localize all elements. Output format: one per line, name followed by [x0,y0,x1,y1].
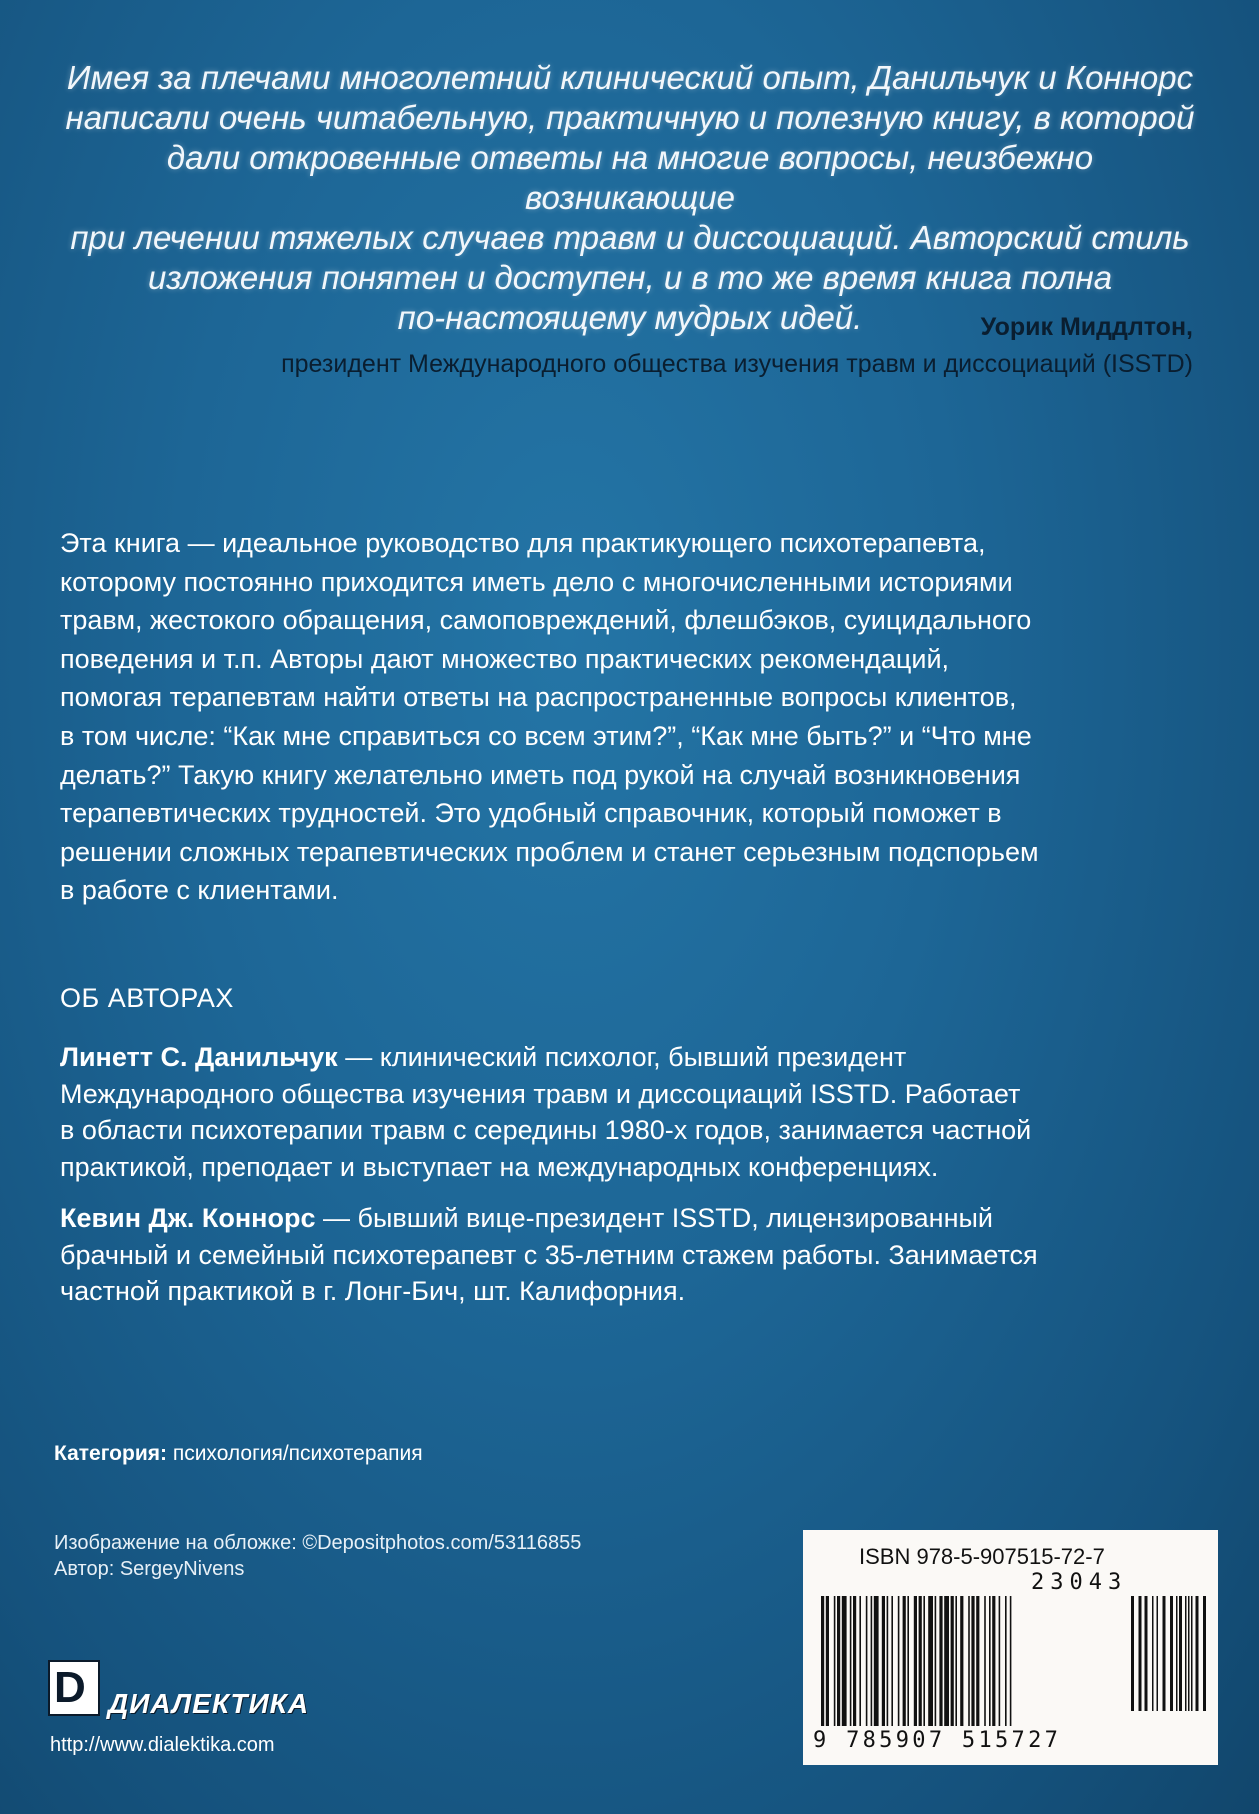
quote-line: написали очень читабельную, практичную и полезную книгу, в которой [65,99,1195,136]
category-label: Категория: [54,1442,167,1465]
barcode-bar [850,1596,852,1726]
barcode-bar [853,1596,856,1726]
isbn-number: ISBN 978-5-907515-72-7 [859,1544,1105,1569]
barcode-addon-bar [1163,1596,1166,1711]
description-line: решении сложных терапевтических проблем и станет серьезным подспорьем [60,836,1039,867]
barcode-bar [837,1596,840,1726]
publisher-url[interactable]: http://www.dialektika.com [50,1734,275,1756]
author-name: Линетт С. Данильчук [60,1042,338,1072]
barcode-addon-bar [1179,1596,1182,1711]
barcode-bar [866,1596,868,1726]
barcode-bar [882,1596,885,1726]
description-line: терапевтических трудностей. Это удобный справочник, который поможет в [60,798,1002,829]
description-line: травм, жестокого обращения, самоповреждений, флешбэков, суицидального [60,605,1032,636]
barcode-bar [928,1596,933,1726]
barcode-bar [907,1596,909,1726]
barcode-addon-bar [1145,1596,1148,1711]
barcode-bar [874,1596,879,1726]
isbn-barcode-panel [803,1530,1218,1765]
barcode-bar [999,1596,1001,1726]
description-line: Эта книга — идеальное руководство для практикующего психотерапевта, [60,528,986,558]
barcode-bar [955,1596,957,1726]
description-line: поведения и т.п. Авторы дают множество практических рекомендаций, [60,643,950,674]
barcode-bar [960,1596,963,1726]
quote-line: дали откровенные ответы на многие вопросы, неизбежно возникающие [166,139,1094,216]
image-author-credit: Автор: SergeyNivens [54,1558,245,1580]
barcode-bar [887,1596,889,1726]
barcode-bar [919,1596,922,1726]
barcode-bar [935,1596,937,1726]
barcode-addon-bar [1188,1596,1190,1711]
bio-line: в области психотерапии травм с середины 1980-х годов, занимается частной [60,1115,1032,1145]
publisher-name: ДИАЛЕКТИКА [108,1688,310,1719]
bio-text: — клинический психолог, бывший президент [337,1042,907,1072]
logo-letter: D [54,1663,86,1712]
image-credit: Изображение на обложке: ©Depositphotos.com/53116855 [54,1532,582,1554]
barcode-digits: 9 785907 515727 [813,1728,1062,1753]
barcode-bar [914,1596,917,1726]
quote-line: по-настоящему мудрых идей. [397,299,863,336]
barcode-addon-bar [1170,1596,1173,1711]
barcode-addon-bar [1196,1596,1199,1711]
quote-line: Имея за плечами многолетний клинический опыт, Данильчук и Коннорс [66,59,1194,96]
barcode-addon-bar [1203,1596,1206,1711]
about-authors-heading: ОБ АВТОРАХ [60,983,234,1013]
barcode-bar [976,1596,979,1726]
bio-line: частной практикой в г. Лонг-Бич, шт. Калифорния. [60,1276,686,1306]
bio-first-line [60,1039,1190,1076]
category-value: психология/психотерапия [167,1442,423,1465]
author-bio-connors [60,1200,1190,1310]
barcode-addon-bar [1185,1596,1187,1711]
quote-author: Уорик Миддлтон, [980,313,1193,341]
quote-line: при лечении тяжелых случаев травм и диссоциаций. Авторский стиль [70,219,1190,256]
barcode-bar [923,1596,925,1726]
barcode-addon-bar [1131,1596,1134,1711]
description-line: делать?” Такую книгу желательно иметь под рукой на случай возникновения [60,759,1021,790]
author-name: Кевин Дж. Коннорс [60,1203,316,1233]
barcode-bar [821,1596,824,1726]
bio-line: Международного общества изучения травм и диссоциаций ISSTD. Работает [60,1078,1021,1109]
barcode-bar [944,1596,949,1726]
barcode-bar [859,1596,861,1726]
barcode-bar [898,1596,900,1726]
barcode-addon-bar [1152,1596,1154,1711]
barcode-bar [1010,1596,1012,1726]
isbn-addon-code: 23043 [1031,1570,1128,1595]
bio-text: — бывший вице-президент ISSTD, лицензированный [315,1203,993,1233]
bio-line: практикой, преподает и выступает на международных конференциях. [60,1151,939,1182]
barcode-bar [903,1596,906,1726]
category [54,1442,423,1466]
barcode-addon-bar [1157,1596,1159,1711]
description-line: в работе с клиентами. [60,875,339,906]
barcode-bar [939,1596,942,1726]
barcode-bar [968,1596,970,1726]
description-line: помогая терапевтам найти ответы на распространенные вопросы клиентов, [60,682,1017,713]
author-bio-danylchuk [60,1039,1190,1185]
barcode-bar [891,1596,893,1726]
barcode-bar [842,1596,847,1726]
description-line: которому постоянно приходится иметь дело с многочисленными историями [60,566,1013,597]
logo-box [48,1660,100,1716]
barcode-bar [951,1596,954,1726]
barcode-bar [971,1596,974,1726]
quote-author-role: президент Международного общества изучения травм и диссоциаций (ISSTD) [281,350,1193,378]
image-credits [54,1530,581,1582]
barcode-bar [834,1596,836,1726]
barcode-bar [826,1596,829,1726]
barcode-bar [1005,1596,1007,1726]
endorsement-quote [60,58,1200,338]
quote-line: изложения понятен и доступен, и в то же время книга полна [147,259,1113,296]
description-line: в том числе: “Как мне справиться со всем этим?”, “Как мне быть?” и “Что мне [60,720,1032,751]
bio-first-line [60,1200,1190,1237]
barcode-bar [992,1596,995,1726]
barcode-addon-bar [1139,1596,1142,1711]
publisher-logo [48,1660,348,1720]
barcode-bar [984,1596,986,1726]
barcode-addon-bar [1191,1596,1193,1711]
barcode-addon-bar [1176,1596,1178,1711]
barcode-icon [819,1596,1209,1746]
book-description [60,524,1210,910]
barcode-bar [989,1596,991,1726]
bio-line: брачный и семейный психотерапевт с 35-летним стажем работы. Занимается [60,1239,1038,1270]
barcode-bar [871,1596,873,1726]
